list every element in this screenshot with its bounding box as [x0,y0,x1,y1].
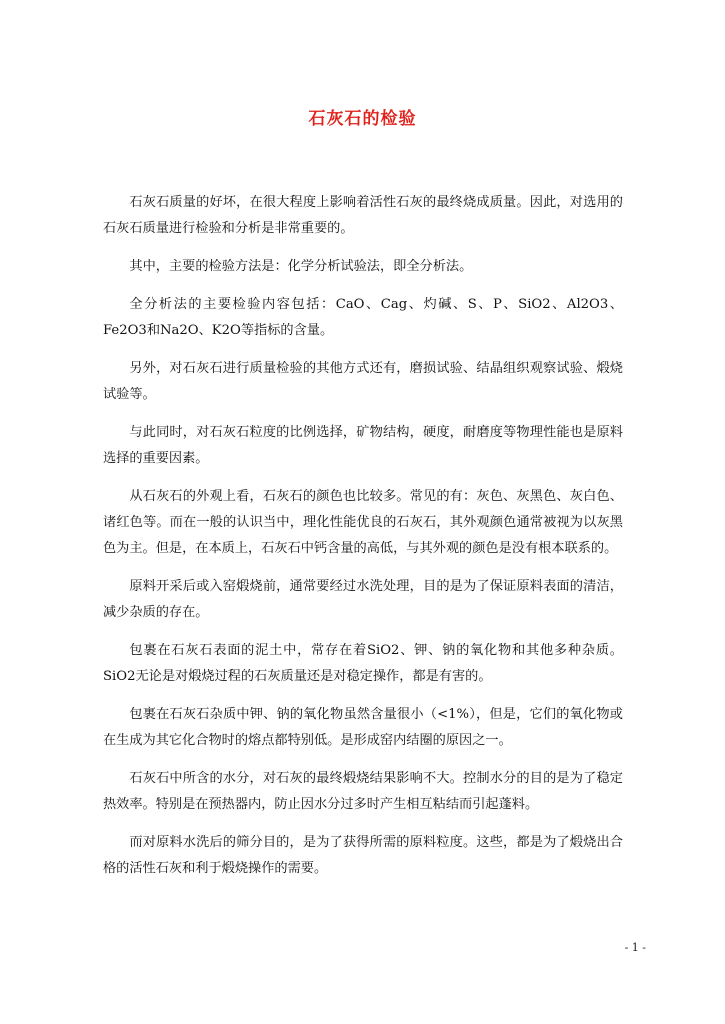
paragraph-7: 原料开采后或入窑煅烧前，通常要经过水洗处理，目的是为了保证原料表面的清洁，减少杂质的存在。 [103,579,623,620]
paragraph-11: 而对原料水洗后的筛分目的，是为了获得所需的原料粒度。这些，都是为了煅烧出合格的活性石灰和利于煅烧操作的需要。 [103,835,623,876]
page-number: - 1 - [624,941,646,954]
paragraph-1: 石灰石质量的好坏，在很大程度上影响着活性石灰的最终烧成质量。因此，对选用的石灰石质量进行检验和分析是非常重要的。 [103,195,623,236]
paragraph-4: 另外，对石灰石进行质量检验的其他方式还有，磨损试验、结晶组织观察试验、煅烧试验等。 [103,361,623,402]
paragraph-3: 全分析法的主要检验内容包括：CaO、Cag、灼碱、S、P、SiO2、Al2O3、Fe2O3和Na2O、K2O等指标的含量。 [103,297,623,338]
paragraph-8: 包裹在石灰石表面的泥土中，常存在着SiO2、钾、钠的氧化物和其他多种杂质。SiO2无论是对煅烧过程的石灰质量还是对稳定操作，都是有害的。 [103,643,623,684]
document-title: 石灰石的检验 [308,109,417,129]
paragraph-2: 其中，主要的检验方法是：化学分析试验法，即全分析法。 [129,259,473,274]
paragraph-10: 石灰石中所含的水分，对石灰的最终煅烧结果影响不大。控制水分的目的是为了稳定热效率。特别是在预热器内，防止因水分过多时产生相互粘结而引起蓬料。 [103,771,623,812]
paragraph-5: 与此同时，对石灰石粒度的比例选择，矿物结构，硬度，耐磨度等物理性能也是原料选择的重要因素。 [103,425,623,466]
paragraph-9: 包裹在石灰石杂质中钾、钠的氧化物虽然含量很小（<1%），但是，它们的氧化物或在生成为其它化合物时的熔点都特别低。是形成窑内结圈的原因之一。 [103,707,623,748]
document-body [103,190,623,894]
paragraph-6: 从石灰石的外观上看，石灰石的颜色也比较多。常见的有：灰色、灰黑色、灰白色、诸红色等。而在一般的认识当中，理化性能优良的石灰石，其外观颜色通常被视为以灰黑色为主。但是，在本质上，石灰石中钙含量的高低，与其外观的颜色是没有根本联系的。 [103,489,623,556]
